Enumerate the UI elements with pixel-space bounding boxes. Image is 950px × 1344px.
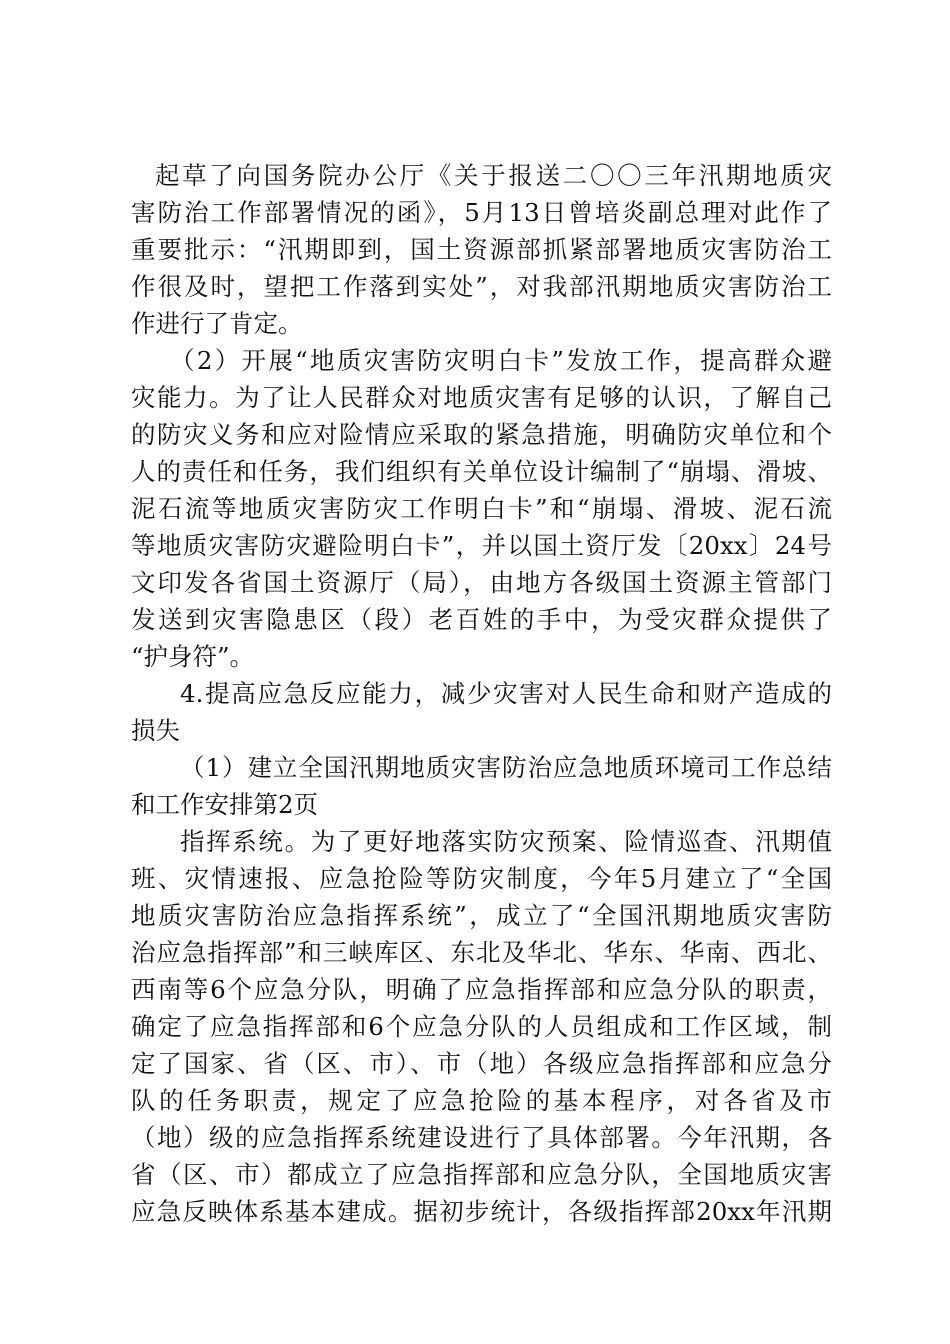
text-line: 起草了向国务院办公厅《关于报送二〇〇三年汛期地质灾 bbox=[155, 161, 832, 190]
text-line: 指挥系统。为了更好地落实防灾预案、险情巡查、汛期值 bbox=[180, 827, 832, 856]
text-line: 害防治工作部署情况的函》，5月13日曾培炎副总理对此作了 bbox=[131, 198, 832, 227]
text-line: 泥石流等地质灾害防灾工作明白卡”和“崩塌、滑坡、泥石流 bbox=[131, 494, 832, 523]
text-line: 人的责任和任务，我们组织有关单位设计编制了“崩塌、滑坡、 bbox=[131, 457, 832, 486]
text-line: 确定了应急指挥部和6个应急分队的人员组成和工作区域，制 bbox=[131, 1012, 832, 1041]
text-line: 西南等6个应急分队，明确了应急指挥部和应急分队的职责， bbox=[131, 975, 832, 1004]
text-line: 的防灾义务和应对险情应采取的紧急措施，明确防灾单位和个 bbox=[131, 420, 832, 449]
text-line: （地）级的应急指挥系统建设进行了具体部署。今年汛期，各 bbox=[131, 1123, 832, 1152]
text-line: 发送到灾害隐患区（段）老百姓的手中，为受灾群众提供了 bbox=[131, 605, 832, 634]
text-line: 班、灾情速报、应急抢险等防灾制度，今年5月建立了“全国 bbox=[131, 864, 832, 893]
text-line: 文印发各省国土资源厅（局），由地方各级国土资源主管部门 bbox=[131, 568, 832, 597]
text-line: 作很及时，望把工作落到实处”，对我部汛期地质灾害防治工 bbox=[131, 272, 832, 301]
text-line: 灾能力。为了让人民群众对地质灾害有足够的认识，了解自己 bbox=[131, 383, 832, 412]
text-line: 损失 bbox=[131, 716, 180, 745]
text-line: 重要批示：“汛期即到，国土资源部抓紧部署地质灾害防治工 bbox=[131, 235, 832, 264]
text-line: 治应急指挥部”和三峡库区、东北及华北、华东、华南、西北、 bbox=[131, 938, 832, 967]
text-line: 地质灾害防治应急指挥系统”，成立了“全国汛期地质灾害防 bbox=[131, 901, 832, 930]
text-line: 作进行了肯定。 bbox=[131, 309, 303, 338]
text-line: 4.提高应急反应能力，减少灾害对人民生命和财产造成的 bbox=[180, 679, 832, 708]
text-line: 队的任务职责，规定了应急抢险的基本程序，对各省及市 bbox=[131, 1086, 832, 1115]
text-line: （1）建立全国汛期地质灾害防治应急地质环境司工作总结 bbox=[180, 753, 832, 782]
text-line: 定了国家、省（区、市）、市（地）各级应急指挥部和应急分 bbox=[131, 1049, 832, 1078]
text-line: 和工作安排第2页 bbox=[131, 790, 319, 819]
text-line: 省（区、市）都成立了应急指挥部和应急分队，全国地质灾害 bbox=[131, 1160, 832, 1189]
text-line: “护身符”。 bbox=[131, 642, 255, 671]
text-line: 应急反映体系基本建成。据初步统计，各级指挥部20xx年汛期 bbox=[131, 1197, 832, 1226]
text-line: 等地质灾害防灾避险明白卡”，并以国土资厅发〔20xx〕24号 bbox=[131, 531, 832, 560]
text-line: （2）开展“地质灾害防灾明白卡”发放工作，提高群众避 bbox=[170, 346, 832, 375]
